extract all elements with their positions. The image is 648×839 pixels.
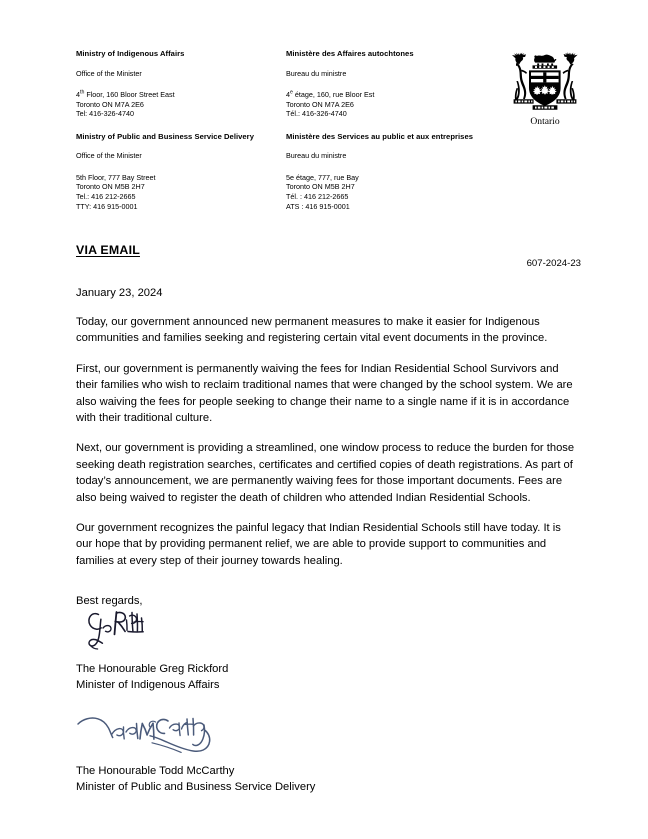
office-label-fr: Bureau du ministre [286,68,347,78]
letterhead [76,49,496,211]
office2-label-fr: Bureau du ministre [286,151,347,161]
reference-number: 607-2024-23 [526,258,581,269]
body-paragraph: First, our government is permanently waiving the fees for Indian Residential School Survivors and their families who wish to reclaim traditional names that were changed by the school system. We are also waiving the fees for people seeking to change their name to a single name if it is in accordance with their traditional culture. [76,362,573,425]
address-street-en: Floor, 160 Bloor Street East [84,90,175,99]
address2-ats-fr: ATS : 416 915-0001 [286,201,350,211]
address-street-fr: étage, 160, rue Bloor Est [292,90,375,99]
body-paragraph: Our government recognizes the painful legacy that Indian Residential Schools still have today. It is our hope that by providing permanent relief, we are able to provide support to communities and families at every step of their journey towards healing. [76,522,561,567]
letterhead-block-indigenous-affairs [76,49,496,119]
address-floor-ordinal-fr: e [290,89,293,96]
signatory-title: Minister of Public and Business Service Delivery [76,780,316,793]
handwritten-signature-todd-mccarthy [76,712,236,762]
ontario-wordmark: Ontario [530,116,560,127]
address-floor-number-fr: 4 [286,90,290,99]
address2-tel-fr: Tél. : 416 212-2665 [286,191,349,201]
address-floor-ordinal-en: th [80,89,85,96]
address-city-fr: Toronto ON M7A 2E6 [286,99,354,109]
office2-label-en: Office of the Minister [76,151,142,161]
ministry2-name-fr: Ministère des Services au public et aux entreprises [286,131,473,141]
address2-city-en: Toronto ON M5B 2H7 [76,182,145,192]
address2-street-fr: 5e étage, 777, rue Bay [286,172,359,182]
letter-closing: Best regards, [76,595,143,607]
signatory-title: Minister of Indigenous Affairs [76,678,220,691]
ministry-name-fr: Ministère des Affaires autochtones [286,49,414,58]
body-paragraph: Next, our government is providing a streamlined, one window process to reduce the burden for those seeking death registration searches, certificates and certified copies of death registrations. As part of today’s announcement, we are permanently waiving fees for those important documents. Fees are also being waived to register the death of children who attended Indian Residential Schools. [76,442,575,504]
signatory-name: The Honourable Greg Rickford [76,663,229,675]
ministry-name-en: Ministry of Indigenous Affairs [76,49,185,58]
body-paragraph: Today, our government announced new permanent measures to make it easier for Indigenous communities and families seeking and registering certain vital event documents in the province. [76,316,548,345]
address2-fr [286,173,488,211]
letter-date: January 23, 2024 [76,287,163,299]
delivery-method-label: VIA EMAIL [76,243,140,257]
signature-block-todd-mccarthy [76,712,315,795]
letter-body [76,314,575,583]
signatory-name: The Honourable Todd McCarthy [76,765,235,777]
address-fr [286,90,488,119]
letterhead-block-public-business-service-delivery [76,132,496,211]
handwritten-signature-greg-rickford [76,610,162,660]
address-tel-fr: Tél.: 416-326-4740 [286,109,347,119]
ontario-coat-of-arms-icon [504,47,586,115]
address2-street-en: 5th Floor, 777 Bay Street [76,172,156,182]
ministry2-name-en: Ministry of Public and Business Service Delivery [76,131,254,141]
office-label-en: Office of the Minister [76,68,142,78]
address2-tty-en: TTY: 416 915-0001 [76,201,138,211]
address-en [76,90,278,119]
address-tel-en: Tel: 416-326-4740 [76,109,134,119]
address2-tel-en: Tel.: 416 212-2665 [76,191,136,201]
address-floor-number-en: 4 [76,90,80,99]
signature-block-greg-rickford [76,610,228,693]
address-city-en: Toronto ON M7A 2E6 [76,99,144,109]
address2-en [76,173,278,211]
ontario-crest-block [496,47,594,128]
address2-city-fr: Toronto ON M5B 2H7 [286,182,355,192]
